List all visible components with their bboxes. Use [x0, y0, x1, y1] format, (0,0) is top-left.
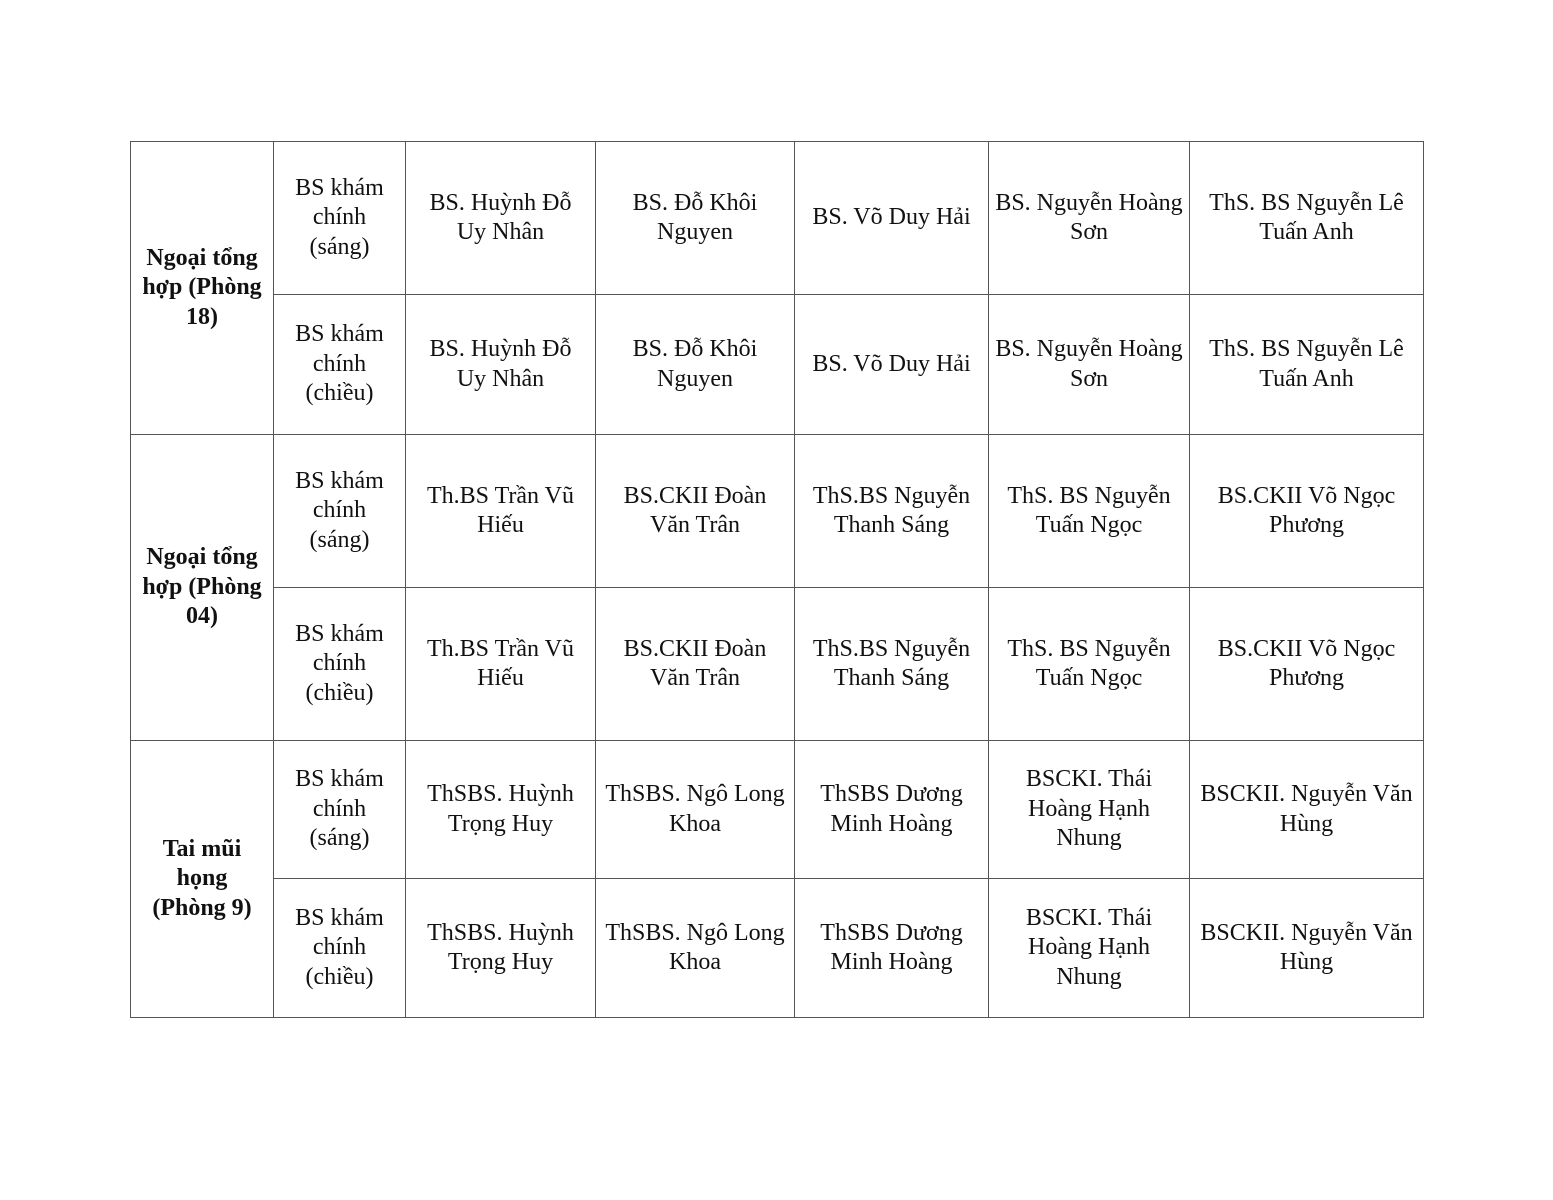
doctor-cell: ThSBS Dương Minh Hoàng [795, 879, 989, 1018]
doctor-cell: BS.CKII Đoàn Văn Trân [596, 588, 795, 741]
department-cell: Tai mũi họng (Phòng 9) [131, 741, 274, 1018]
role-cell: BS khám chính (sáng) [274, 435, 406, 588]
table-row [131, 295, 1424, 435]
doctor-cell: BSCKI. Thái Hoàng Hạnh Nhung [989, 879, 1190, 1018]
doctor-cell: BS. Nguyễn Hoàng Sơn [989, 295, 1190, 435]
doctor-cell: ThS. BS Nguyễn Tuấn Ngọc [989, 435, 1190, 588]
doctor-cell: ThS.BS Nguyễn Thanh Sáng [795, 435, 989, 588]
doctor-cell: BS. Huỳnh Đỗ Uy Nhân [406, 295, 596, 435]
doctor-cell: Th.BS Trần Vũ Hiếu [406, 435, 596, 588]
doctor-cell: BS. Nguyễn Hoàng Sơn [989, 142, 1190, 295]
doctor-cell: ThS. BS Nguyễn Tuấn Ngọc [989, 588, 1190, 741]
table-row [131, 142, 1424, 295]
department-cell: Ngoại tổng hợp (Phòng 18) [131, 142, 274, 435]
doctor-cell: Th.BS Trần Vũ Hiếu [406, 588, 596, 741]
doctor-cell: BS. Võ Duy Hải [795, 295, 989, 435]
doctor-cell: BS.CKII Đoàn Văn Trân [596, 435, 795, 588]
doctor-cell: ThS. BS Nguyễn Lê Tuấn Anh [1190, 142, 1424, 295]
doctor-cell: BSCKI. Thái Hoàng Hạnh Nhung [989, 741, 1190, 879]
table-row [131, 879, 1424, 1018]
doctor-cell: BS.CKII Võ Ngọc Phương [1190, 588, 1424, 741]
role-cell: BS khám chính (chiều) [274, 295, 406, 435]
doctor-cell: ThSBS. Ngô Long Khoa [596, 741, 795, 879]
role-cell: BS khám chính (sáng) [274, 741, 406, 879]
doctor-cell: ThSBS. Huỳnh Trọng Huy [406, 741, 596, 879]
doctor-schedule-table [130, 141, 1424, 1018]
doctor-cell: BS.CKII Võ Ngọc Phương [1190, 435, 1424, 588]
doctor-cell: ThSBS. Huỳnh Trọng Huy [406, 879, 596, 1018]
department-cell: Ngoại tổng hợp (Phòng 04) [131, 435, 274, 741]
doctor-cell: ThS. BS Nguyễn Lê Tuấn Anh [1190, 295, 1424, 435]
doctor-cell: BSCKII. Nguyễn Văn Hùng [1190, 879, 1424, 1018]
role-cell: BS khám chính (sáng) [274, 142, 406, 295]
table-row [131, 741, 1424, 879]
table-row [131, 435, 1424, 588]
doctor-cell: ThSBS. Ngô Long Khoa [596, 879, 795, 1018]
doctor-cell: BS. Võ Duy Hải [795, 142, 989, 295]
doctor-cell: ThS.BS Nguyễn Thanh Sáng [795, 588, 989, 741]
role-cell: BS khám chính (chiều) [274, 588, 406, 741]
role-cell: BS khám chính (chiều) [274, 879, 406, 1018]
table-row [131, 588, 1424, 741]
doctor-cell: ThSBS Dương Minh Hoàng [795, 741, 989, 879]
doctor-cell: BS. Đỗ Khôi Nguyen [596, 142, 795, 295]
doctor-cell: BS. Đỗ Khôi Nguyen [596, 295, 795, 435]
doctor-cell: BS. Huỳnh Đỗ Uy Nhân [406, 142, 596, 295]
doctor-cell: BSCKII. Nguyễn Văn Hùng [1190, 741, 1424, 879]
